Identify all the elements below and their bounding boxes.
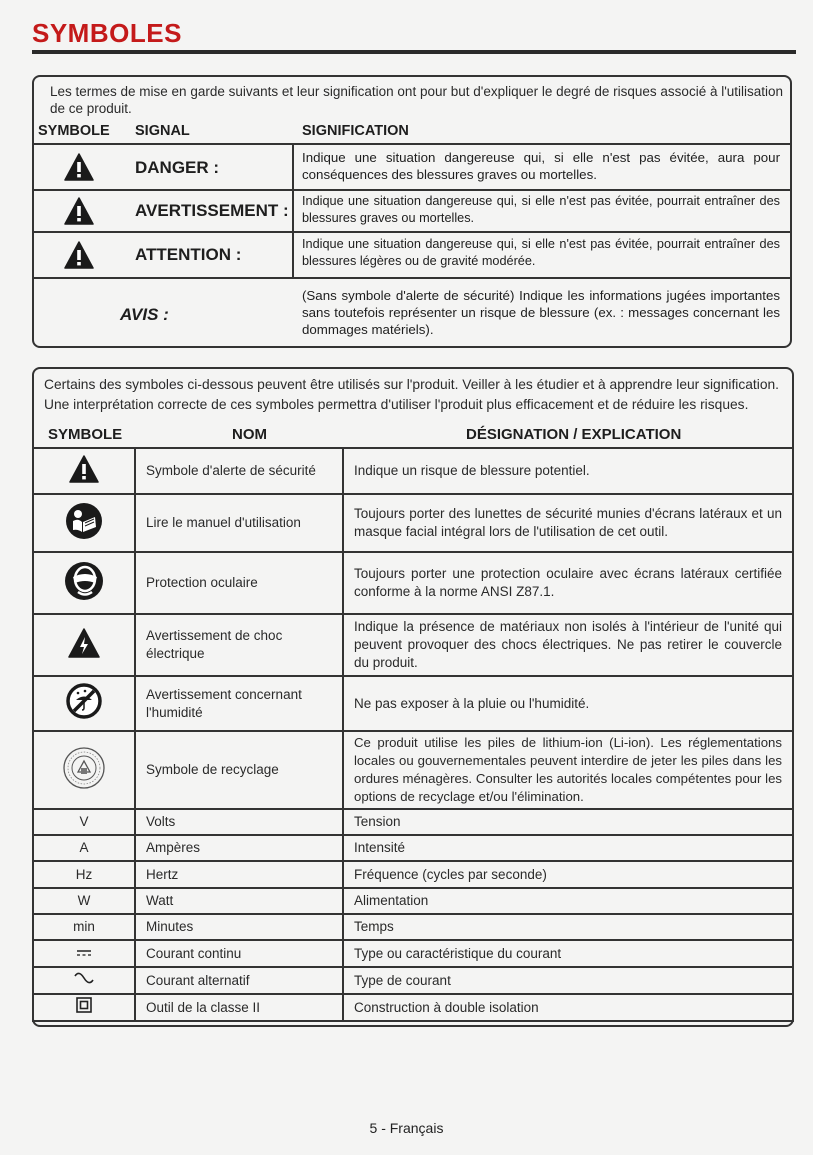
- symbols-intro: Certains des symboles ci-dessous peuvent être utilisés sur l'produit. Veiller à les étudier et à apprendre leur signification. Une interprétation correcte de ces symboles permettra d'utiliser l'produit plus efficacement et de réduire les risques.: [44, 377, 780, 412]
- name-cell: Avertissement concernant l'humidité: [135, 676, 343, 731]
- symbol-cell: [33, 552, 135, 614]
- electric-shock-icon: [68, 628, 100, 658]
- table-row: [33, 676, 793, 731]
- name-cell: Watt: [135, 888, 343, 914]
- table-row: [33, 888, 793, 914]
- symbol-cell: [33, 448, 135, 494]
- explanation-cell: Ce produit utilise les piles de lithium-ion (Li-ion). Les réglementations locales ou gouvernementales peuvent interdire de jeter les piles dans les ordures ménagères. Consulter les autorités locales compétentes pour les options de recyclage et/ou l'élimination.: [343, 731, 793, 809]
- name-cell: Symbole de recyclage: [135, 731, 343, 809]
- explanation-cell: Toujours porter des lunettes de sécurité munies d'écrans latéraux et un masque facial intégral lors de l'utilisation de cet outil.: [343, 494, 793, 552]
- symbol-cell: [33, 676, 135, 731]
- page-number: 5 - Français: [369, 1120, 444, 1136]
- explanation-cell: Alimentation: [343, 888, 793, 914]
- table-row: [33, 940, 793, 967]
- table-row: [33, 861, 793, 888]
- signal-row-notice: [34, 277, 790, 348]
- no-moisture-icon: [66, 683, 102, 719]
- header-symbol: SYMBOLE: [38, 123, 110, 139]
- symbol-cell: [33, 494, 135, 552]
- signal-words-intro: Les termes de mise en garde suivants et leur signification ont pour but d'expliquer le degré de risques associé à l'utilisation de ce produit.: [50, 84, 784, 116]
- signal-words-box: [32, 75, 792, 348]
- read-manual-icon: [65, 502, 103, 540]
- name-cell: Avertissement de choc électrique: [135, 614, 343, 676]
- symbol-cell: W: [33, 888, 135, 914]
- alert-triangle-icon: [64, 197, 94, 225]
- header-meaning: SIGNIFICATION: [302, 123, 409, 139]
- eye-protection-icon: [64, 561, 104, 601]
- explanation-cell: Type de courant: [343, 967, 793, 994]
- signal-meaning: Indique une situation dangereuse qui, si elle n'est pas évitée, pourrait entraîner des blessures légères ou de gravité modérée.: [302, 237, 780, 268]
- table-row: [33, 835, 793, 861]
- symbol-cell: [33, 967, 135, 994]
- table-row: [33, 614, 793, 676]
- signal-label: DANGER :: [135, 158, 220, 177]
- table-row: [33, 994, 793, 1021]
- explanation-cell: Fréquence (cycles par seconde): [343, 861, 793, 888]
- table-row: [33, 448, 793, 494]
- name-cell: Outil de la classe II: [135, 994, 343, 1021]
- symbol-cell: V: [33, 809, 135, 835]
- symbol-cell: [33, 614, 135, 676]
- signal-row-warning: [34, 189, 790, 231]
- header-symbol: SYMBOLE: [48, 426, 123, 443]
- direct-current-icon: [76, 948, 92, 958]
- symbol-cell: Hz: [33, 861, 135, 888]
- symbol-cell: [33, 994, 135, 1021]
- table-row: [33, 914, 793, 940]
- symbols-box: [32, 367, 794, 1027]
- double-insulation-icon: [76, 997, 92, 1013]
- explanation-cell: Tension: [343, 809, 793, 835]
- safety-alert-icon: [69, 455, 99, 483]
- symbol-cell: min: [33, 914, 135, 940]
- name-cell: Symbole d'alerte de sécurité: [135, 448, 343, 494]
- symbol-cell: A: [33, 835, 135, 861]
- header-explanation: DÉSIGNATION / EXPLICATION: [466, 426, 682, 443]
- alert-triangle-icon: [64, 153, 94, 181]
- signal-meaning: Indique une situation dangereuse qui, si elle n'est pas évitée, pourrait entraîner des blessures graves ou mortelles.: [302, 194, 780, 225]
- name-cell: Protection oculaire: [135, 552, 343, 614]
- name-cell: Volts: [135, 809, 343, 835]
- signal-label: AVIS :: [120, 305, 169, 324]
- table-row: [33, 731, 793, 809]
- signal-row-danger: [34, 143, 790, 189]
- signal-row-caution: [34, 231, 790, 277]
- table-row: [33, 552, 793, 614]
- explanation-cell: Type ou caractéristique du courant: [343, 940, 793, 967]
- alternating-current-icon: [74, 971, 94, 985]
- name-cell: Ampères: [135, 835, 343, 861]
- alert-triangle-icon: [64, 241, 94, 269]
- table-row: [33, 809, 793, 835]
- symbol-cell: [33, 731, 135, 809]
- symbol-cell: [33, 940, 135, 967]
- table-row: [33, 967, 793, 994]
- page-title: SYMBOLES: [32, 18, 182, 48]
- explanation-cell: Toujours porter une protection oculaire avec écrans latéraux certifiée conforme à la norme ANSI Z87.1.: [343, 552, 793, 614]
- explanation-cell: Intensité: [343, 835, 793, 861]
- name-cell: Courant continu: [135, 940, 343, 967]
- explanation-cell: Indique la présence de matériaux non isolés à l'intérieur de l'unité qui peuvent provoquer des chocs électriques. Ne pas retirer le couvercle du produit.: [343, 614, 793, 676]
- table-row: [33, 494, 793, 552]
- recycle-seal-icon: [62, 746, 106, 790]
- signal-meaning: (Sans symbole d'alerte de sécurité) Indique les informations jugées importantes sans toutefois représenter un risque de blessure (ex. : messages concernant les dommages matériels).: [302, 288, 780, 337]
- header-name: NOM: [232, 426, 267, 443]
- name-cell: Hertz: [135, 861, 343, 888]
- explanation-cell: Ne pas exposer à la pluie ou l'humidité.: [343, 676, 793, 731]
- explanation-cell: Indique un risque de blessure potentiel.: [343, 448, 793, 494]
- signal-label: ATTENTION :: [135, 245, 242, 264]
- title-rule: [32, 50, 796, 54]
- name-cell: Courant alternatif: [135, 967, 343, 994]
- header-signal: SIGNAL: [135, 123, 190, 139]
- name-cell: Lire le manuel d'utilisation: [135, 494, 343, 552]
- name-cell: Minutes: [135, 914, 343, 940]
- signal-label: AVERTISSEMENT :: [135, 201, 289, 220]
- explanation-cell: Temps: [343, 914, 793, 940]
- explanation-cell: Construction à double isolation: [343, 994, 793, 1021]
- signal-meaning: Indique une situation dangereuse qui, si elle n'est pas évitée, aura pour conséquences des blessures graves ou mortelles.: [302, 150, 780, 182]
- symbols-table: [32, 447, 794, 1022]
